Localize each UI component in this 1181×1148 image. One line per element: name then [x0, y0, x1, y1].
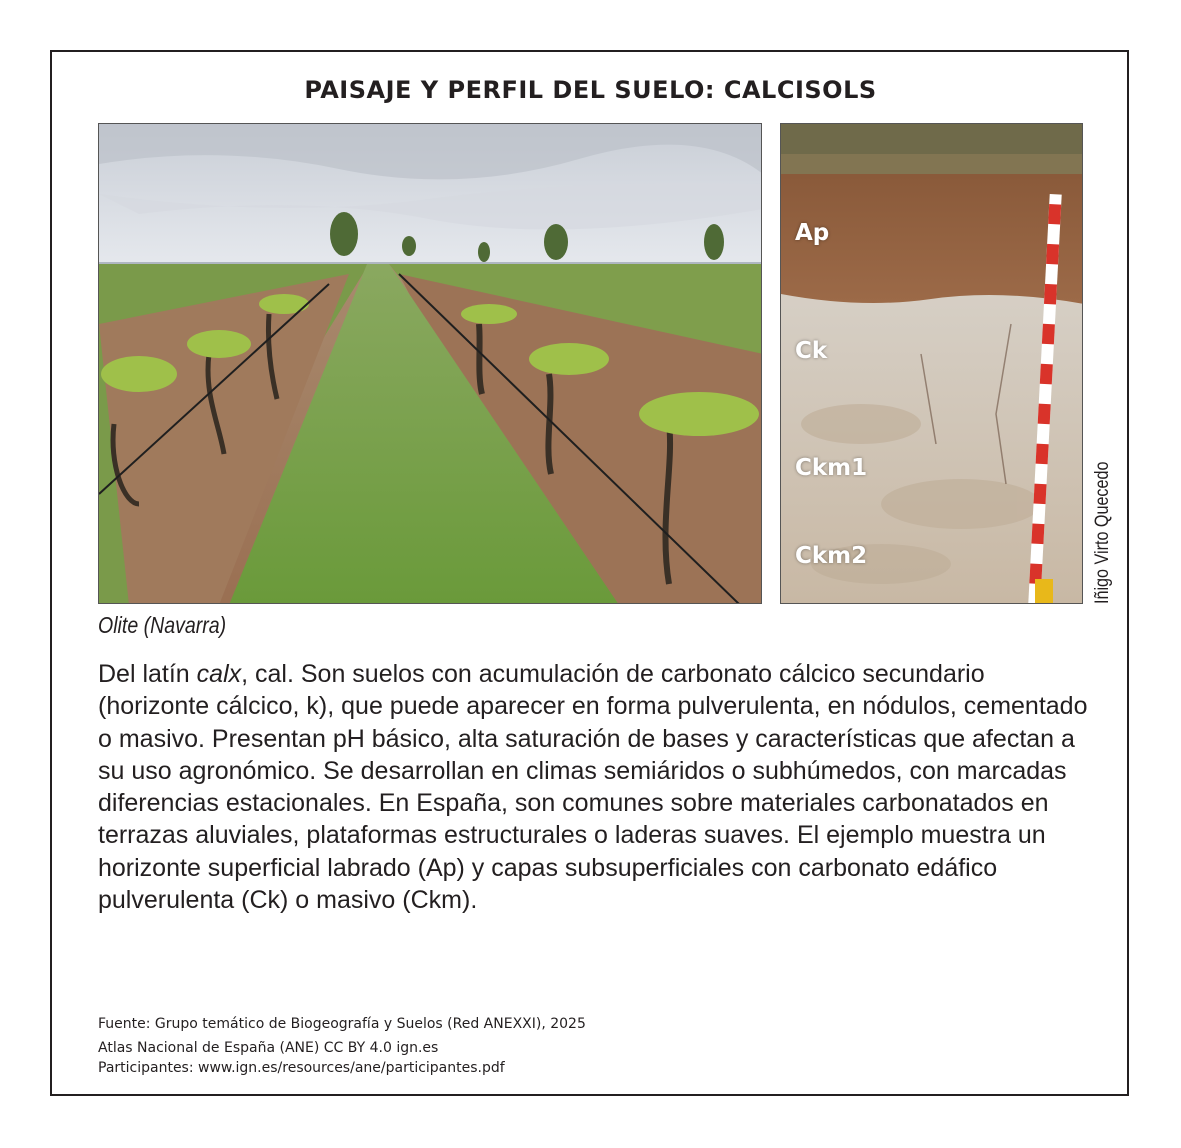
source-line: Fuente: Grupo temático de Biogeografía y Suelos (Red ANEXXI), 2025 [98, 1016, 586, 1032]
photo-credit [1092, 404, 1118, 604]
license-line: Atlas Nacional de España (ANE) CC BY 4.0 ign.es [98, 1040, 439, 1056]
horizon-label-ap: Ap [795, 220, 830, 246]
photo-credit-text: Iñigo Virto Quecedo [1092, 461, 1113, 604]
description-rest: , cal. Son suelos con acumulación de carbonato cálcico secundario (horizonte cálcico, k), que puede aparecer en forma pulverulenta, en nódulos, cementado o masivo. Presentan pH básico, alta saturación de bases y características que afectan a su uso agronómico. Se desarrollan en climas semiáridos o subhúmedos, con marcadas diferencias estacionales. En España, son comunes sobre materiales carbonatados en terrazas aluviales, plataformas estructurales o laderas suaves. El ejemplo muestra un horizonte superficial labrado (Ap) y capas subsuperficiales con carbonato edáfico pulverulenta (Ck) o masivo (Ckm). [98, 660, 1088, 915]
horizon-label-ckm1: Ckm1 [795, 455, 868, 481]
soil-profile-illustration [781, 124, 1083, 604]
sources-block [98, 1014, 586, 1078]
horizon-label-ck: Ck [795, 338, 828, 364]
horizon-label-ckm2: Ckm2 [795, 543, 868, 569]
landscape-caption: Olite (Navarra) [98, 612, 227, 638]
description-intro: Del latín [98, 660, 197, 688]
vineyard-landscape-photo [98, 123, 762, 604]
description-paragraph [98, 658, 1098, 916]
soil-profile-photo [780, 123, 1083, 604]
description-term: calx [196, 660, 242, 688]
page-title: PAISAJE Y PERFIL DEL SUELO: CALCISOLS [304, 76, 877, 104]
participants-line: Participantes: www.ign.es/resources/ane/participantes.pdf [98, 1060, 505, 1076]
vineyard-illustration [99, 124, 762, 604]
